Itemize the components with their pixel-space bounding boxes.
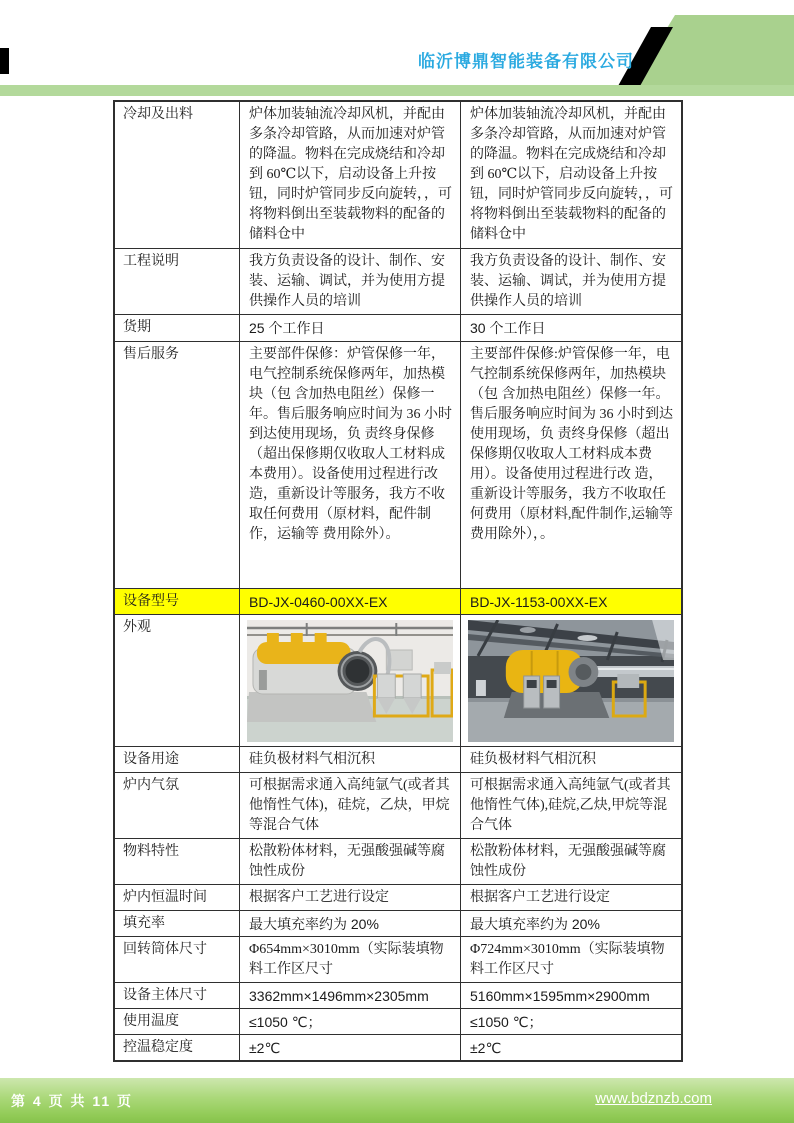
row-label: 填充率 [123,916,165,931]
row-label: 设备用途 [123,752,179,767]
row-value-model1: 25 个工作日 [239,315,460,341]
row-label: 冷却及出料 [123,107,193,122]
equipment-photo-right [468,620,674,742]
row-value-model1: ±2℃ [239,1035,460,1060]
row-label: 回转筒体尺寸 [123,942,207,957]
row-label: 使用温度 [123,1014,179,1029]
page-number: 第 4 页 共 11 页 [11,1093,134,1109]
company-name: 临沂博鼎智能装备有限公司 [418,52,634,71]
row-label: 工程说明 [123,254,179,269]
row-value-model2: 根据客户工艺进行设定 [460,885,681,910]
row-label: 设备型号 [115,589,239,614]
row-value-model2: 最大填充率约为 20% [460,911,681,936]
table-row-appearance [115,614,681,746]
appearance-cell-1 [239,615,460,746]
table-row-cooling-discharge [115,102,681,248]
appearance-cell-2 [460,615,681,746]
table-row-model-number [115,588,681,614]
row-label: 货期 [123,320,151,335]
equipment-photo-left [247,620,453,742]
row-label: 设备主体尺寸 [123,988,207,1003]
model-number-1: BD-JX-0460-00XX-EX [239,589,460,614]
row-value-model2: 30 个工作日 [460,315,681,341]
row-label: 外观 [123,620,151,635]
row-value-model1: 主要部件保修：炉管保修一年，电气控制系统保修两年，加热模块（包 含加热电阻丝）保修一年。售后服务响应时间为 36 小时到达使用现场，负 责终身保修（超出保修期仅收取人工材料成本费用）。设备使用过程进行改 造，重新设计等服务，我方不收取任何费用（原材料，配件制作，运输等 费用除外）。 [239,342,460,588]
row-value-model1: 可根据需求通入高纯氩气(或者其他惰性气体)，硅烷，乙炔，甲烷等混合气体 [239,773,460,838]
table-row-material-properties [115,838,681,884]
row-value-model1: 硅负极材料气相沉积 [239,747,460,772]
row-value-model1: 松散粉体材料，无强酸强碱等腐蚀性成份 [239,839,460,884]
row-value-model1: 最大填充率约为 20% [239,911,460,936]
row-value-model2: 松散粉体材料，无强酸强碱等腐蚀性成份 [460,839,681,884]
footer-band [0,1078,794,1123]
row-value-model2: ≤1050 ℃； [460,1009,681,1034]
table-row-delivery-time [115,314,681,341]
table-row-cylinder-size [115,936,681,982]
row-value-model2: ±2℃ [460,1035,681,1060]
table-row-furnace-atmosphere [115,772,681,838]
table-row-engineering [115,248,681,314]
row-value-model1: 我方负责设备的设计、制作、安装、运输、调试，并为使用方提供操作人员的培训 [239,249,460,314]
row-value-model2: 硅负极材料气相沉积 [460,747,681,772]
row-value-model1: Φ654mm×3010mm（实际装填物料工作区尺寸 [239,937,460,982]
row-label: 炉内恒温时间 [123,890,207,905]
row-value-model1: 根据客户工艺进行设定 [239,885,460,910]
model-number-2: BD-JX-1153-00XX-EX [460,589,681,614]
row-value-model2: 炉体加装轴流冷却风机，并配由多条冷却管路，从而加速对炉管的降温。物料在完成烧结和冷却到 60℃以下，启动设备上升按钮，同时炉管同步反向旋转，，可将物料倒出至装载物料的配备的储料仓中 [460,102,681,248]
row-label: 物料特性 [123,844,179,859]
table-row-main-body-size [115,982,681,1008]
left-black-mark [0,48,9,74]
table-row-equipment-use [115,746,681,772]
table-row-temperature-stability [115,1034,681,1060]
website-link[interactable]: www.bdznzb.com [595,1090,712,1107]
header-decoration [0,0,794,96]
row-value-model2: 5160mm×1595mm×2900mm [460,983,681,1008]
row-value-model1: 炉体加装轴流冷却风机，并配由多条冷却管路，从而加速对炉管的降温。物料在完成烧结和冷却到 60℃以下，启动设备上升按钮，同时炉管同步反向旋转，，可将物料倒出至装载物料的配备的储料仓中 [239,102,460,248]
row-label: 控温稳定度 [123,1040,193,1055]
row-value-model2: Φ724mm×3010mm（实际装填物料工作区尺寸 [460,937,681,982]
header-green-band [0,85,794,96]
table-row-holding-time [115,884,681,910]
table-row-filling-rate [115,910,681,936]
row-value-model2: 主要部件保修:炉管保修一年，电气控制系统保修两年，加热模块（包 含加热电阻丝）保修一年。售后服务响应时间为 36 小时到达使用现场，负 责终身保修（超出保修期仅收取人工材料成本费用）。设备使用过程进行改 造，重新设计等服务，我方不收取任何费用（原材料,配件制作,运输等 费用除外），。 [460,342,681,588]
table-row-operating-temperature [115,1008,681,1034]
row-label: 炉内气氛 [123,778,179,793]
row-label: 售后服务 [123,347,179,362]
table-row-after-sales [115,341,681,588]
row-value-model1: ≤1050 ℃； [239,1009,460,1034]
row-value-model1: 3362mm×1496mm×2305mm [239,983,460,1008]
row-value-model2: 我方负责设备的设计、制作、安装、运输、调试，并为使用方提供操作人员的培训 [460,249,681,314]
spec-table [113,100,683,1062]
row-value-model2: 可根据需求通入高纯氩气(或者其他惰性气体),硅烷,乙炔,甲烷等混合气体 [460,773,681,838]
